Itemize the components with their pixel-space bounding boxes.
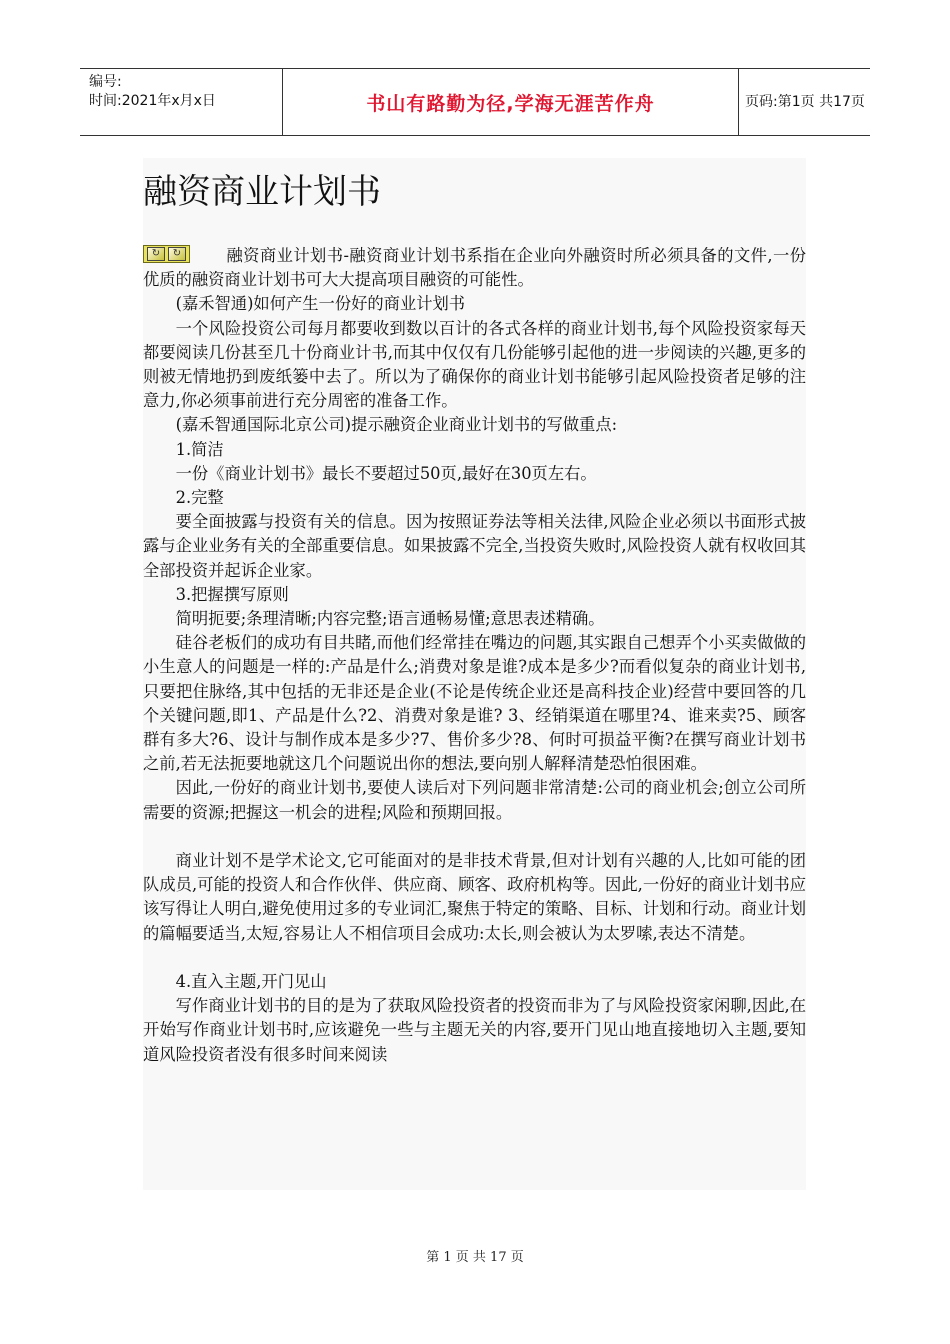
- paragraph-gap: [143, 825, 806, 849]
- paragraph: 硅谷老板们的成功有目共睹,而他们经常挂在嘴边的问题,其实跟自己想弄个小买卖做做的小生意人的问题是一样的:产品是什么;消费对象是谁?成本是多少?而看似复杂的商业计划书,只要把住脉络,其中包括的无非还是企业(不论是传统企业还是高科技企业)经营中要回答的几个关键问题,即1、产品是什么?2、消费对象是谁? 3、经销渠道在哪里?4、谁来卖?5、顾客群有多大?6、设计与制作成本是多少?7、售价多少?8、何时可损益平衡?在撰写商业计划书之前,若无法扼要地就这几个问题说出你的想法,要向别人解释清楚恐怕很困难。: [143, 633, 806, 774]
- paragraph: 一个风险投资公司每月都要收到数以百计的各式各样的商业计划书,每个风险投资家每天都要阅读几份甚至几十份商业计书,而其中仅仅有几份能够引起他的进一步阅读的兴趣,更多的则被无情地扔到废纸篓中去了。所以为了确保你的商业计划书能够引起风险投资者足够的注意力,你必须事前进行充分周密的准备工作。: [143, 318, 806, 411]
- section-heading: 3.把握撰写原则: [175, 584, 289, 604]
- section-heading: 1.简洁: [175, 439, 224, 459]
- paragraph-gap: [143, 946, 806, 970]
- serial-label: 编号:: [89, 74, 122, 90]
- header-table: [80, 68, 870, 136]
- paragraph: 一份《商业计划书》最长不要超过50页,最好在30页左右。: [175, 463, 597, 483]
- paragraph-intro: ↻ ↻ 融资商业计划书-融资商业计划书系指在企业向外融资时所必须具备的文件,一份优质的融资商业计划书可大大提高项目融资的可能性。: [143, 246, 806, 290]
- document-badge-icon: ↻ ↻: [143, 245, 190, 263]
- time-label: 时间:2021年x月x日: [89, 93, 216, 109]
- document-content: [143, 244, 806, 1067]
- header-page-cell: [739, 69, 870, 135]
- page-info: 页码:第1页 共17页: [745, 93, 865, 110]
- paragraph: 商业计划不是学术论文,它可能面对的是非技术背景,但对计划有兴趣的人,比如可能的团队成员,可能的投资人和合作伙伴、供应商、顾客、政府机构等。因此,一份好的商业计划书应该写得让人明白,避免使用过多的专业词汇,聚焦于特定的策略、目标、计划和行动。商业计划的篇幅要适当,太短,容易让人不相信项目会成功:太长,则会被认为太罗嗦,表达不清楚。: [143, 851, 806, 943]
- header-meta-cell: [80, 69, 283, 135]
- page-footer: 第 1 页 共 17 页: [426, 1250, 524, 1265]
- section-heading: 2.完整: [175, 488, 224, 508]
- paragraph: (嘉禾智通国际北京公司)提示融资企业商业计划书的写做重点:: [175, 415, 618, 435]
- paragraph: 写作商业计划书的目的是为了获取风险投资者的投资而非为了与风险投资家闲聊,因此,在开始写作商业计划书时,应该避免一些与主题无关的内容,要开门见山地直接地切入主题,要知道风险投资者没有很多时间来阅读: [143, 996, 806, 1064]
- page-title: 融资商业计划书: [143, 172, 381, 212]
- motto-text: 书山有路勤为径,学海无涯苦作舟: [366, 92, 655, 115]
- section-heading: 4.直入主题,开门见山: [175, 972, 327, 992]
- paragraph: 要全面披露与投资有关的信息。因为按照证券法等相关法律,风险企业必须以书面形式披露与企业业务有关的全部重要信息。如果披露不完全,当投资失败时,风险投资人就有权收回其全部投资并起诉企业家。: [143, 512, 806, 580]
- paragraph: (嘉禾智通)如何产生一份好的商业计划书: [175, 294, 466, 314]
- document-body: [143, 158, 806, 1190]
- header-motto-cell: [283, 69, 739, 135]
- paragraph: 因此,一份好的商业计划书,要使人读后对下列问题非常清楚:公司的商业机会;创立公司所需要的资源;把握这一机会的进程;风险和预期回报。: [143, 778, 806, 822]
- paragraph: 简明扼要;条理清晰;内容完整;语言通畅易懂;意思表述精确。: [175, 609, 605, 629]
